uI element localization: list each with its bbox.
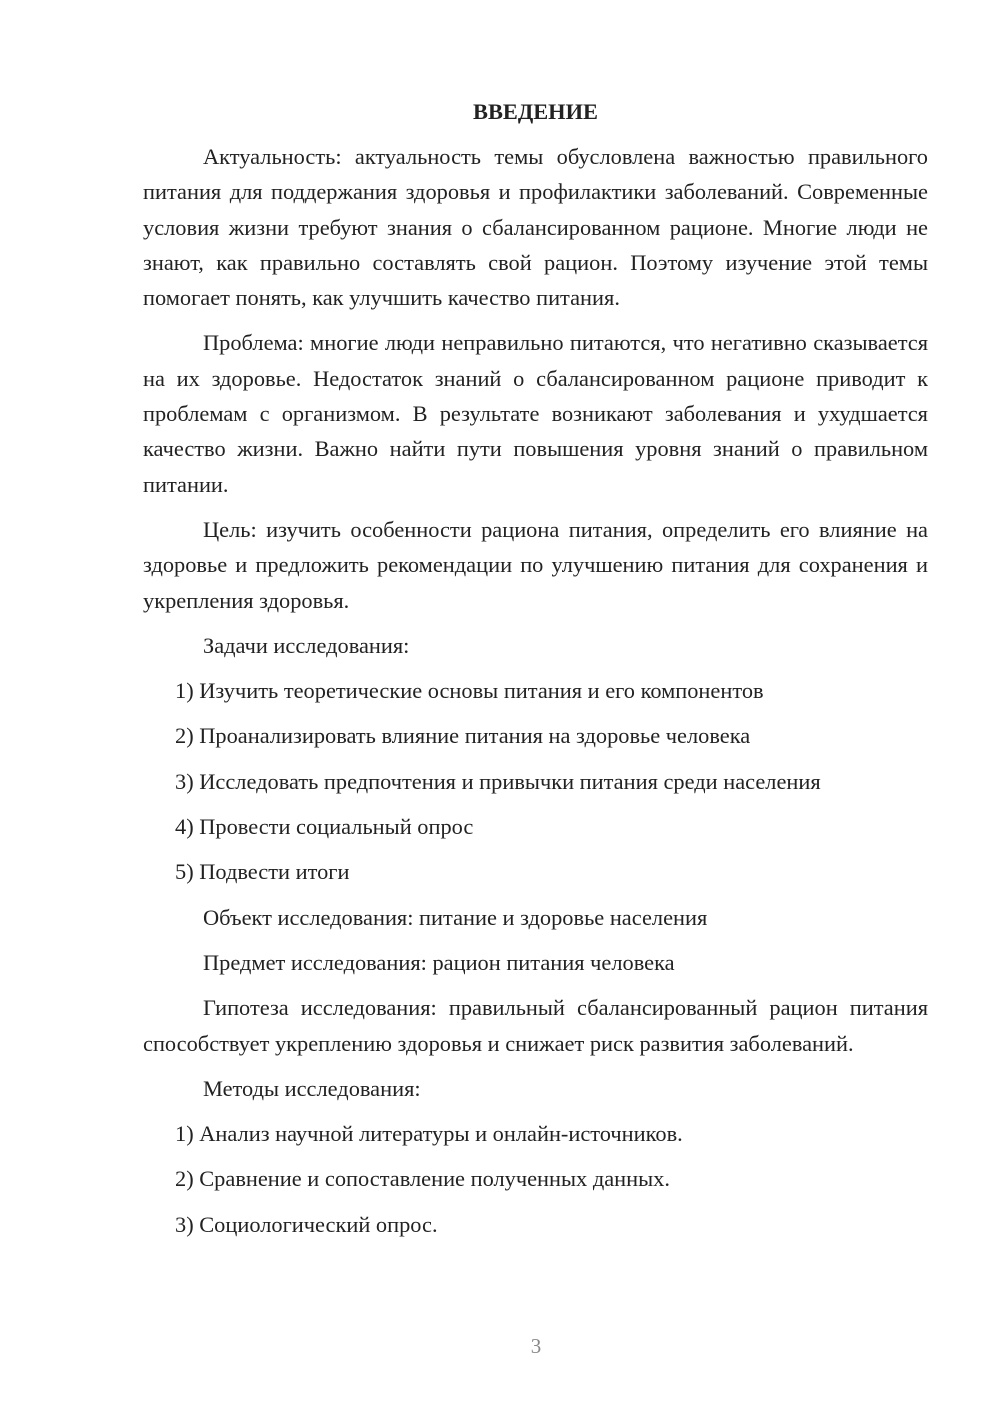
hypothesis-paragraph: Гипотеза исследования: правильный сбалансированный рацион питания способствует укреплению здоровья и снижает риск развития заболеваний.	[143, 995, 928, 1056]
page-title: ВВЕДЕНИЕ	[473, 99, 598, 124]
task-item: 3) Исследовать предпочтения и привычки питания среди населения	[175, 768, 821, 794]
method-item: 2) Сравнение и сопоставление полученных данных.	[175, 1166, 670, 1192]
page-number: 3	[530, 1334, 542, 1358]
relevance-paragraph: Актуальность: актуальность темы обусловлена важностью правильного питания для поддержания здоровья и профилактики заболеваний. Современные условия жизни требуют знания о сбалансированном рационе. Многие люди не знают, как правильно составлять свой рацион. Поэтому изучение этой темы помогает понять, как улучшить качество питания.	[143, 144, 928, 311]
task-item: 2) Проанализировать влияние питания на здоровье человека	[175, 723, 751, 749]
goal-paragraph: Цель: изучить особенности рациона питания, определить его влияние на здоровье и предложить рекомендации по улучшению питания для сохранения и укрепления здоровья.	[143, 516, 928, 613]
task-item: 1) Изучить теоретические основы питания и его компонентов	[175, 678, 764, 704]
method-item: 3) Социологический опрос.	[175, 1211, 438, 1237]
page-content	[143, 94, 928, 1252]
problem-paragraph: Проблема: многие люди неправильно питаются, что негативно сказывается на их здоровье. Недостаток знаний о сбалансированном рационе приводит к проблемам с организмом. В результате возникают заболевания и ухудшается качество жизни. Важно найти пути повышения уровня знаний о правильном питании.	[143, 330, 928, 497]
task-item: 5) Подвести итоги	[175, 859, 350, 885]
tasks-heading: Задачи исследования:	[203, 632, 410, 658]
method-item: 1) Анализ научной литературы и онлайн-источников.	[175, 1121, 683, 1147]
subject-paragraph: Предмет исследования: рацион питания человека	[203, 949, 675, 975]
task-item: 4) Провести социальный опрос	[175, 814, 474, 840]
object-paragraph: Объект исследования: питание и здоровье населения	[203, 904, 708, 930]
methods-heading: Методы исследования:	[203, 1075, 421, 1101]
